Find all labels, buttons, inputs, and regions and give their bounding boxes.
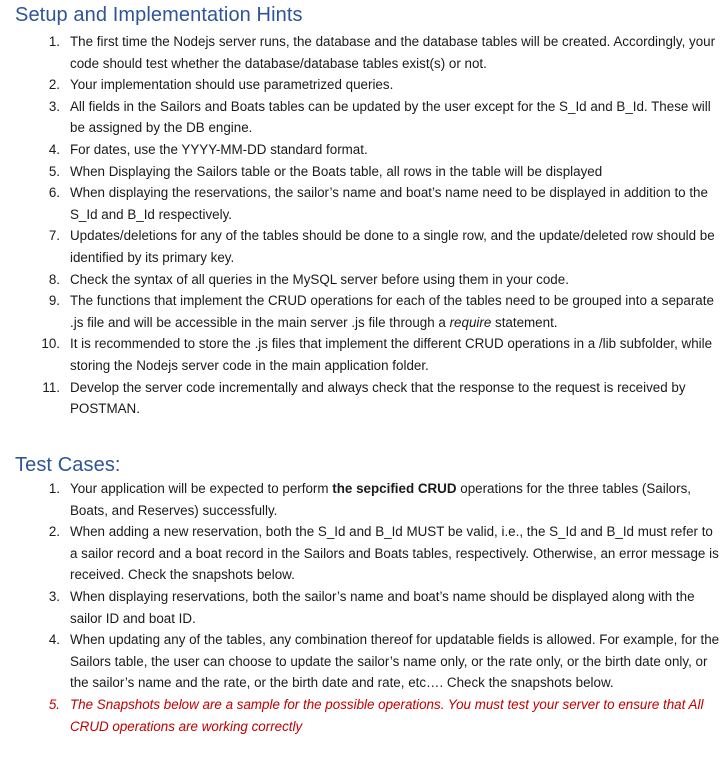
setup-hints-list [0, 31, 728, 420]
setup-hint-item-10 [0, 333, 728, 376]
item-text-segment: operations for the three tables (Sailors, Boats, and Reserves) successfully. [70, 481, 691, 518]
item-number: 1. [48, 481, 60, 496]
item-text-segment: For dates, use the YYYY-MM-DD standard format. [70, 141, 368, 157]
setup-hint-item-9 [0, 290, 728, 333]
setup-hint-item-6 [0, 182, 728, 225]
item-number: 8. [48, 271, 60, 287]
item-text [70, 74, 722, 96]
item-text [70, 629, 722, 694]
item-number: 2. [48, 77, 60, 93]
item-number: 11. [42, 379, 60, 395]
item-number: 5. [48, 696, 60, 712]
setup-hint-item-8 [0, 269, 728, 291]
item-text [70, 96, 722, 139]
item-text [70, 182, 722, 225]
setup-hint-item-2 [0, 74, 728, 96]
item-text [70, 478, 722, 521]
item-text [70, 377, 722, 420]
item-text [70, 521, 722, 586]
item-text-segment: Updates/deletions for any of the tables should be done to a single row, and the update/deleted row should be identified by its primary key. [70, 228, 715, 265]
item-number: 4. [48, 632, 60, 648]
item-number: 10. [41, 336, 60, 352]
item-number: 7. [48, 228, 60, 244]
setup-hint-item-5 [0, 161, 728, 183]
item-text-segment: The functions that implement the CRUD operations for each of the tables need to be grouped into a separate .js file and will be accessible in the main server .js file through a [70, 293, 714, 330]
item-number: 2. [48, 524, 60, 540]
item-text [70, 161, 722, 183]
item-text-segment: When displaying reservations, both the sailor’s name and boat’s name should be displayed along with the sailor ID and boat ID. [70, 588, 695, 626]
item-text [70, 694, 722, 737]
item-number: 4. [48, 141, 60, 157]
item-text-segment: Develop the server code incrementally and always check that the response to the request is received by POSTMAN. [70, 379, 686, 417]
item-text [70, 333, 722, 376]
item-number: 6. [48, 185, 60, 201]
item-number: 3. [48, 588, 60, 604]
item-text-segment: statement. [491, 314, 558, 330]
test-case-item-4 [0, 629, 728, 694]
item-text-segment: The first time the Nodejs server runs, the database and the database tables will be created. Accordingly, your code should test whether the database/database tables exist(s) or not. [70, 34, 716, 71]
test-case-item-2 [0, 521, 728, 586]
test-case-item-1 [0, 478, 728, 521]
setup-hint-item-11 [0, 377, 728, 420]
item-text-segment: Your application will be expected to perform [70, 481, 333, 496]
test-cases-list [0, 478, 728, 737]
setup-hint-item-1 [0, 31, 728, 74]
item-text-segment: When Displaying the Sailors table or the Boats table, all rows in the table will be displayed [70, 163, 603, 179]
item-text-segment: All fields in the Sailors and Boats tables can be updated by the user except for the S_Id and B_Id. These will be assigned by the DB engine. [70, 98, 711, 136]
item-text [70, 225, 722, 268]
emphasized-text: require [449, 314, 492, 330]
test-case-item-3 [0, 586, 728, 629]
item-text [70, 290, 722, 333]
item-number: 3. [48, 98, 60, 114]
setup-hints-heading: Setup and Implementation Hints [15, 4, 303, 26]
item-number: 1. [48, 34, 60, 49]
item-text-segment: Your implementation should use parametrized queries. [70, 77, 394, 93]
item-text-segment: When updating any of the tables, any combination thereof for updatable fields is allowed. For example, for the Sailors table, the user can choose to update the sailor’s name only, or the rate only, or the birth date only, or the sailor’s name and the rate, or the birth date and rate, etc…. Check the snapshots below. [70, 632, 720, 691]
setup-hint-item-4 [0, 139, 728, 161]
item-number: 5. [48, 163, 60, 179]
item-text-segment: It is recommended to store the .js files that implement the different CRUD operations in a /lib subfolder, while storing the Nodejs server code in the main application folder. [70, 336, 713, 373]
item-text-segment: Check the syntax of all queries in the MySQL server before using them in your code. [70, 271, 569, 287]
item-text [70, 586, 722, 629]
item-text-segment: The Snapshots below are a sample for the possible operations. You must test your server to ensure that All CRUD operations are working correctly [70, 696, 704, 734]
emphasized-text: the sepcified CRUD [332, 481, 457, 496]
test-cases-heading: Test Cases: [15, 454, 121, 476]
item-number: 9. [48, 293, 60, 309]
item-text-segment: When adding a new reservation, both the S_Id and B_Id MUST be valid, i.e., the S_Id and B_Id must refer to a sailor record and a boat record in the Sailors and Boats tables, respectively. Otherwise, an error message is received. Check the snapshots below. [70, 524, 719, 583]
item-text-segment: When displaying the reservations, the sailor’s name and boat’s name need to be displayed in addition to the S_Id and B_Id respectively. [70, 185, 708, 222]
setup-hint-item-3 [0, 96, 728, 139]
test-case-item-5 [0, 694, 728, 737]
item-text [70, 139, 722, 161]
item-text [70, 31, 722, 74]
setup-hint-item-7 [0, 225, 728, 268]
item-text [70, 269, 722, 291]
